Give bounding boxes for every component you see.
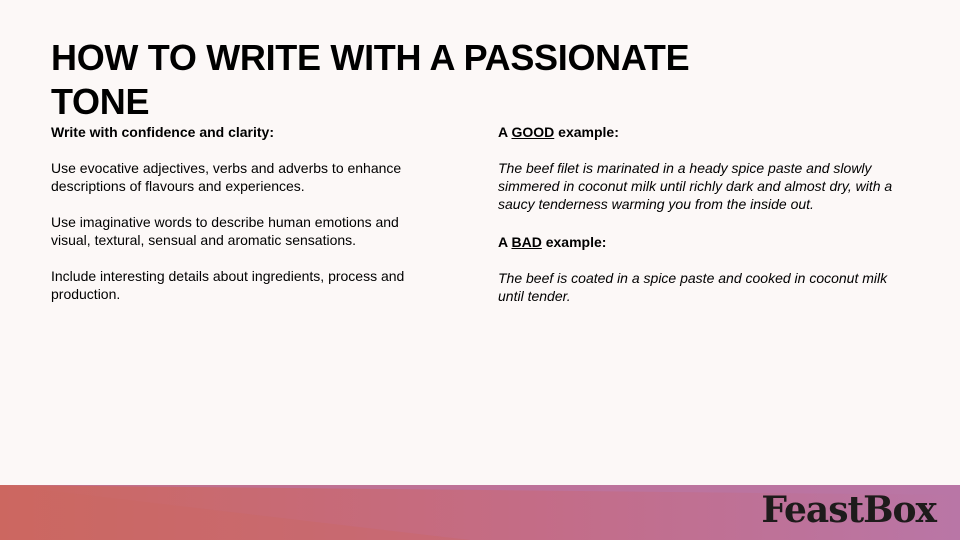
bad-heading-suffix: example: [541, 234, 607, 250]
tip-paragraph-1: Use evocative adjectives, verbs and adverbs to enhance descriptions of flavours and experiences. [51, 160, 402, 194]
good-example-text: The beef filet is marinated in a heady spice paste and slowly simmered in coconut milk until richly dark and almost dry, with a saucy tenderness warming you from the inside out. [498, 160, 893, 212]
bad-keyword: BAD [511, 234, 542, 250]
left-column [51, 123, 431, 321]
bad-example-heading [498, 233, 898, 251]
tip-paragraph-2: Use imaginative words to describe human emotions and visual, textural, sensual and aromatic sensations. [51, 214, 399, 248]
tip-paragraph-3: Include interesting details about ingredients, process and production. [51, 268, 405, 302]
right-column [498, 123, 898, 305]
good-heading-prefix: A [498, 124, 512, 140]
left-heading: Write with confidence and clarity: [51, 124, 275, 140]
good-keyword: GOOD [511, 124, 555, 140]
bad-heading-prefix: A [498, 234, 512, 250]
feastbox-logo: FeastBox [761, 489, 936, 531]
footer-band [0, 485, 960, 540]
bad-example-text: The beef is coated in a spice paste and cooked in coconut milk until tender. [498, 270, 888, 304]
slide-title: HOW TO WRITE WITH A PASSIONATE TONE [51, 37, 690, 122]
good-example-heading [498, 123, 898, 141]
good-heading-suffix: example: [554, 124, 619, 140]
